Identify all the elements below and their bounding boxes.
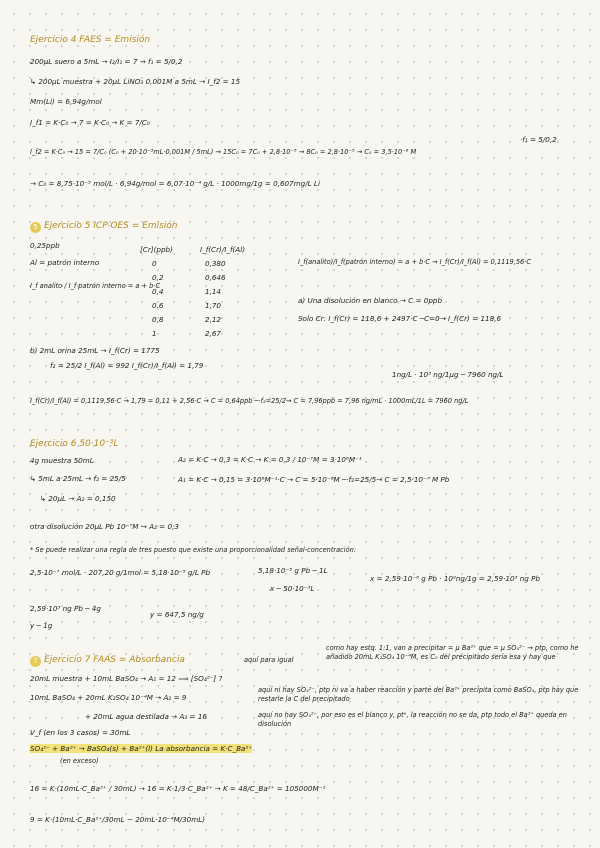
e6-line1: 4g muestra 50mL <box>30 456 94 465</box>
e5-cell: 0,2 <box>152 273 164 282</box>
e4-line4: I_f1 = K·C₀ → 7 = K·C₀ → K = 7/C₀ <box>30 118 150 127</box>
e4-line6: → C₀ = 8,75·10⁻⁵ mol/L · 6,94g/mol = 6,07·10⁻⁴ g/L · 1000mg/1g = 0,607mg/L Li <box>30 179 320 188</box>
e6-line4: otra disolución 20µL Pb 10⁻⁷M → A₂ = 0,3 <box>30 522 179 531</box>
e5-b3: I_f(Cr)/I_f(Al) = 0,1119,56·C → 1,79 = 0,11 + 2,56·C → C = 0,64ppb ─·f₂=25/2→ C = 7,96ppb = 7,96 ng/mL · 1000mL/1L = 7960 ng/L <box>30 397 469 405</box>
e6-line7: 2,59·10³ ng Pb ─ 4g <box>30 604 101 613</box>
e5-b2: f₂ = 25/2 I_f(Al) = 992 I_f(Cr)/I_f(Al) = 1,79 <box>50 361 204 370</box>
e5-b1: b) 2mL orina 25mL → I_f(Cr) = 1775 <box>30 346 160 355</box>
e7-note2: como hay estq. 1:1, van a precipitar = µ Ba²⁺ que = µ SO₄²⁻ → ptp, como he añadido 20mL K₂SO₄ 10⁻⁴M, es C₀ del precipitado sería esa y hay que <box>326 644 579 661</box>
e5-cell: 2,67 <box>205 329 222 338</box>
e5-rowlabel2: I_f analito / I_f patrón interno = a + b·C <box>30 282 161 290</box>
e7-line1: 20mL muestra + 10mL BaSO₄ → A₁ = 12 ⟹ [SO₄²⁻] ? <box>30 674 223 683</box>
e7-line7: 9 = K·(10mL·C_Ba²⁺/30mL − 20mL·10⁻⁴M/30mL) <box>30 815 206 824</box>
e6-line8b: y = 647,5 ng/g <box>150 610 204 619</box>
e5-cell: 1,70 <box>205 301 222 310</box>
e6-r2: A₁ = K·C → 0,15 = 3·10⁶M⁻¹·C → C = 5·10⁻⁸M ─·f₂=25/5→ C = 2,5·10⁻⁷ M Pb <box>178 475 450 484</box>
e7-note1: aquí para igual <box>244 656 294 664</box>
e6-r1: A₂ = K·C → 0,3 = K·C → K = 0,3 / 10⁻⁷M = 3·10⁶M⁻¹ <box>178 455 362 464</box>
e7-line5 <box>30 744 252 753</box>
e6-line3: ↳ 20µL → A₂ = 0,150 <box>40 494 116 503</box>
e4-line1: 200µL suero a 5mL → I₂/I₁ = 7 → f₁ = 5/0,2 <box>30 57 183 66</box>
e6-line6c: x ─ 50·10⁻³L <box>270 584 315 593</box>
e5-b4: 1ng/L · 10³ ng/1µg ─ 7960 ng/L <box>392 370 504 379</box>
e5-eq1: I_f(analito)/I_f(patrón interno) = a + b·C → I_f(Cr)/I_f(Al) = 0,1119,56·C <box>298 258 531 266</box>
e6-line5: * Se puede realizar una regla de tres puesto que existe una proporcionalidad señal-concentración: <box>30 546 357 554</box>
e5-cell: 0,8 <box>152 315 164 324</box>
e5-number-badge: 5 <box>30 222 41 233</box>
e4-line2: ↳ 200µL muestra + 20µL LiNO₃ 0,001M a 5mL → I_f2 = 15 <box>30 77 241 86</box>
e5-a: a) Una disolución en blanco → C = 0ppb <box>298 296 443 305</box>
e6-line6b: 5,18·10⁻⁵ g Pb ─ 1L <box>258 566 328 575</box>
e5-cell: 1,14 <box>205 287 222 296</box>
e7-title <box>30 656 185 665</box>
e5-title <box>30 222 178 231</box>
e4-line5: I_f2 = K·C₀ → 15 = 7/C₀ (C₀ + 20·10⁻³mL·0,001M / 5mL) → 15C₀ = 7C₀ + 2,8·10⁻⁵ → 8C₀ = 2,8·10⁻⁵ → C₀ = 3,5·10⁻⁶ M <box>30 148 417 156</box>
e6-line8: y ─ 1g <box>30 621 53 630</box>
e5-cell: 0,4 <box>152 287 164 296</box>
e7-line6: 16 = K·(10mL·C_Ba²⁺ / 30mL) → 16 = K·1/3·C_Ba²⁺ → K = 48/C_Ba²⁺ = 105000M⁻¹ <box>30 784 326 793</box>
e7-line3: + 20mL agua destilada → A₃ = 16 <box>85 712 207 721</box>
e5-rowlabel1: Al = patrón interno <box>30 258 100 267</box>
e4-line5b: ·f₁ = 5/0,2 <box>520 135 557 144</box>
e7-note3: aquí ni hay SO₄²⁻, ptp ni va a haber reacción y parte del Ba²⁺ precipita como BaSO₄, ptp hay que restarle la C del precipitado <box>258 686 579 703</box>
e7-line5-text: SO₄²⁻ + Ba²⁺ → BaSO₄(s) + Ba²⁺(l) La absorbancia = K·C_Ba²⁺ <box>30 744 253 753</box>
e6-line2: ↳ 5mL a 25mL → f₂ = 25/5 <box>30 474 126 483</box>
e5-cell: 2,12 <box>205 315 222 324</box>
e7-number-badge: 7 <box>30 656 41 667</box>
e6-title: Ejercicio 6 50·10⁻³L <box>30 439 119 449</box>
e5-col2: I_f(Cr)/I_f(Al) <box>200 245 246 254</box>
e7-line2: 10mL BaSO₄ + 20mL K₂SO₄ 10⁻⁴M → A₂ = 9 <box>30 693 187 702</box>
e5-b0: Solo Cr: I_f(Cr) = 118,6 + 2497·C ─C=0→ I_f(Cr) = 118,6 <box>298 314 502 323</box>
e5-cell: 0 <box>152 259 157 268</box>
e5-cell: 0,380 <box>205 259 226 268</box>
e5-sub: 0,25ppb <box>30 241 60 250</box>
e7-note4: aquí no hay SO₄²⁻, por eso es el blanco y, ptᵉ, la reacción no se da, ptp todo el Ba²⁺ queda en disolución <box>258 711 567 728</box>
e5-col1: [Cr](ppb) <box>140 245 173 254</box>
e5-cell: 0,646 <box>205 273 226 282</box>
e7-line5b: (en exceso) <box>60 757 99 765</box>
e6-line6: 2,5·10⁻⁷ mol/L · 207,20 g/1mol = 5,18·10⁻⁵ g/L Pb <box>30 568 211 577</box>
e6-line6d: x = 2,59·10⁻⁶ g Pb · 10⁹ng/1g = 2,59·10³ ng Pb <box>370 574 541 583</box>
e5-cell: 0,6 <box>152 301 164 310</box>
e5-title-text: Ejercicio 5 ICP-OES = Emisión <box>44 221 178 231</box>
e7-title-text: Ejercicio 7 FAAS = Absorbancia <box>44 655 185 665</box>
e4-title: Ejercicio 4 FAES = Emisión <box>30 35 151 45</box>
e7-line4: V_f (en los 3 casos) = 30mL <box>30 728 131 737</box>
e4-line3: Mm(Li) = 6,94g/mol <box>30 97 102 106</box>
e5-cell: 1 <box>152 329 157 338</box>
